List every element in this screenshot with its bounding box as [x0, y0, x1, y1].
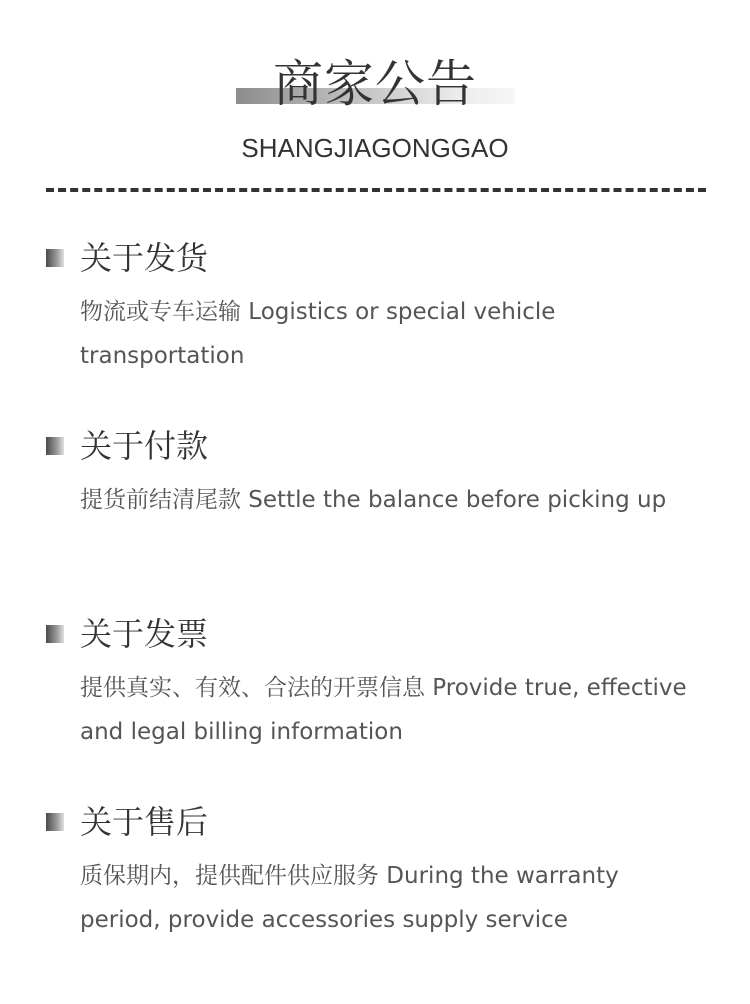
square-bullet-icon [46, 813, 64, 831]
section-title: 关于售后 [80, 803, 209, 841]
square-bullet-icon [46, 625, 64, 643]
page-subtitle: SHANGJIAGONGGAO [241, 133, 509, 163]
section-body: 物流或专车运输 Logistics or special vehicle transportation [80, 299, 556, 369]
section-body: 提货前结清尾款 Settle the balance before picking up [80, 487, 667, 513]
section-title: 关于发票 [80, 615, 209, 653]
section-body: 质保期内，提供配件供应服务 During the warranty period, provide accessories supply service [80, 863, 619, 933]
notice-header [0, 0, 750, 200]
section-body: 提供真实、有效、合法的开票信息 Provide true, effective and legal billing information [80, 675, 687, 745]
section-title: 关于付款 [80, 427, 209, 465]
dashed-divider [46, 188, 706, 192]
section-title: 关于发货 [80, 239, 209, 277]
square-bullet-icon [46, 437, 64, 455]
page-title: 商家公告 [273, 55, 477, 113]
square-bullet-icon [46, 249, 64, 267]
